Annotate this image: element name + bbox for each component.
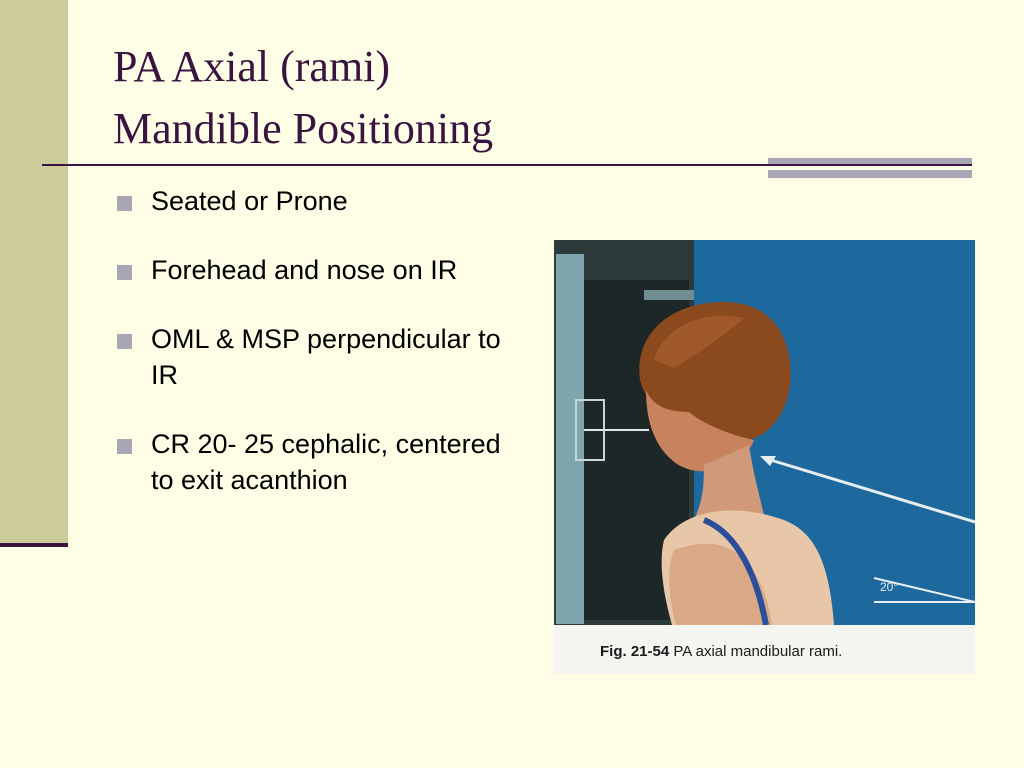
left-decorative-band [0,0,68,545]
title-line-1: PA Axial (rami) [113,42,391,91]
bullet-item [113,252,513,288]
square-bullet-icon [117,196,132,211]
square-bullet-icon [117,334,132,349]
figure-caption-text: PA axial mandibular rami. [673,643,843,660]
figure-number: Fig. 21-54 [600,643,670,660]
figure-caption [600,643,842,660]
square-bullet-icon [117,265,132,280]
square-bullet-icon [117,439,132,454]
bullet-text: Forehead and nose on IR [151,255,458,285]
positioning-figure [554,240,975,674]
patient-positioning-photo [554,240,975,674]
bullet-text: OML & MSP perpendicular to IR [151,324,501,390]
bullet-text: Seated or Prone [151,186,348,216]
angle-label: 20° [880,580,899,594]
bullet-item [113,183,513,219]
title-underline-accent [768,158,972,178]
bullet-text: CR 20- 25 cephalic, centered to exit acanthion [151,429,501,495]
slide-title [113,36,493,160]
title-line-2: Mandible Positioning [113,104,494,153]
bullet-list [113,183,513,531]
bullet-item [113,321,513,393]
left-band-divider [0,543,68,547]
bullet-item [113,426,513,498]
